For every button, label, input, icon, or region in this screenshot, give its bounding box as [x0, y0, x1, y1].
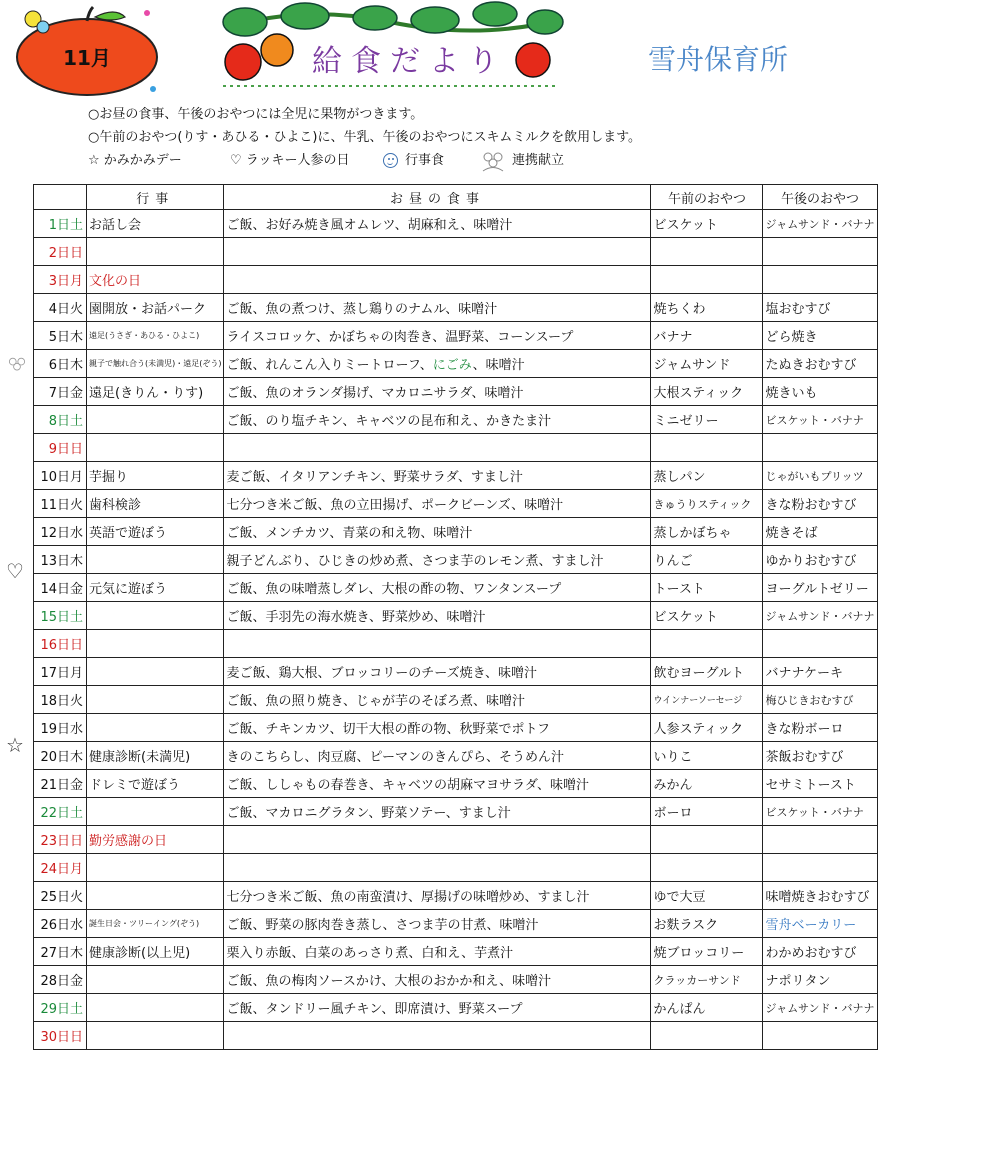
cell-event	[87, 546, 224, 574]
cell-pm-snack: たぬきおむすび	[763, 350, 877, 378]
cell-date: 4日火	[34, 294, 87, 322]
cell-lunch: ご飯、マカロニグラタン、野菜ソテー、すまし汁	[224, 798, 651, 826]
cell-event: 健康診断(未満児)	[87, 742, 224, 770]
cell-am-snack	[651, 238, 763, 266]
cell-date: 11日火	[34, 490, 87, 518]
cell-date: 5日木	[34, 322, 87, 350]
smiley-icon	[383, 153, 398, 168]
cell-am-snack	[651, 1022, 763, 1050]
table-row	[34, 546, 878, 574]
note-line-2: ○午前のおやつ(りす・あひる・ひよこ)に、牛乳、午後のおやつにスキムミルクを飲用します。	[88, 130, 642, 145]
cell-lunch: 七分つき米ご飯、魚の立田揚げ、ポークビーンズ、味噌汁	[224, 490, 651, 518]
heart-side-mark: ♡	[6, 559, 24, 583]
cell-pm-snack: ゆかりおむすび	[763, 546, 877, 574]
cell-event: 勤労感謝の日	[87, 826, 224, 854]
header-am-snack: 午前のおやつ	[651, 185, 763, 210]
cell-lunch: ご飯、魚のオランダ揚げ、マカロニサラダ、味噌汁	[224, 378, 651, 406]
cell-date: 2日日	[34, 238, 87, 266]
cell-date: 9日日	[34, 434, 87, 462]
cell-lunch: 七分つき米ご飯、魚の南蛮漬け、厚揚げの味噌炒め、すまし汁	[224, 882, 651, 910]
table-row	[34, 574, 878, 602]
cell-pm-snack: 雪舟ベーカリー	[763, 910, 877, 938]
legend-collab-label: 連携献立	[512, 153, 565, 168]
cell-date: 23日日	[34, 826, 87, 854]
table-header-row	[34, 185, 878, 210]
table-row	[34, 854, 878, 882]
header-date	[34, 185, 87, 210]
table-row	[34, 714, 878, 742]
table-row	[34, 938, 878, 966]
cell-date: 14日金	[34, 574, 87, 602]
cell-pm-snack: バナナケーキ	[763, 658, 877, 686]
cell-pm-snack	[763, 238, 877, 266]
lunch-part: にごみ	[432, 358, 473, 373]
cell-event	[87, 882, 224, 910]
cell-am-snack: ミニゼリー	[651, 406, 763, 434]
cell-am-snack: バナナ	[651, 322, 763, 350]
lunch-part: ご飯、れんこん入りミートローフ、	[226, 358, 433, 373]
table-row	[34, 658, 878, 686]
cell-pm-snack	[763, 826, 877, 854]
table-row	[34, 630, 878, 658]
cell-lunch: ご飯、お好み焼き風オムレツ、胡麻和え、味噌汁	[224, 210, 651, 238]
cell-pm-snack: セサミトースト	[763, 770, 877, 798]
cell-date: 6日木	[34, 350, 87, 378]
cell-lunch	[224, 854, 651, 882]
cell-am-snack: クラッカーサンド	[651, 966, 763, 994]
menu-body	[34, 210, 878, 1050]
cell-lunch: ご飯、チキンカツ、切干大根の酢の物、秋野菜でポトフ	[224, 714, 651, 742]
table-row	[34, 350, 878, 378]
cell-pm-snack: 梅ひじきおむすび	[763, 686, 877, 714]
cell-date: 18日火	[34, 686, 87, 714]
cell-lunch: ご飯、メンチカツ、青菜の和え物、味噌汁	[224, 518, 651, 546]
cell-lunch	[224, 1022, 651, 1050]
cell-event: 園開放・お話パーク	[87, 294, 224, 322]
cell-event: 英語で遊ぼう	[87, 518, 224, 546]
cell-pm-snack	[763, 266, 877, 294]
table-row	[34, 742, 878, 770]
cell-pm-snack: 茶飯おむすび	[763, 742, 877, 770]
table-row	[34, 882, 878, 910]
cell-am-snack: いりこ	[651, 742, 763, 770]
cell-event	[87, 714, 224, 742]
cell-date: 8日土	[34, 406, 87, 434]
cell-am-snack: 飲むヨーグルト	[651, 658, 763, 686]
cell-pm-snack: きな粉ボーロ	[763, 714, 877, 742]
cell-pm-snack: ナポリタン	[763, 966, 877, 994]
cell-event	[87, 238, 224, 266]
table-row	[34, 602, 878, 630]
cell-date: 29日土	[34, 994, 87, 1022]
cell-am-snack: ジャムサンド	[651, 350, 763, 378]
cell-pm-snack: 塩おむすび	[763, 294, 877, 322]
cell-lunch: 親子どんぶり、ひじきの炒め煮、さつま芋のレモン煮、すまし汁	[224, 546, 651, 574]
cell-event: 元気に遊ぼう	[87, 574, 224, 602]
cell-date: 17日月	[34, 658, 87, 686]
cell-date: 25日火	[34, 882, 87, 910]
cell-lunch	[224, 238, 651, 266]
cell-am-snack	[651, 266, 763, 294]
cell-pm-snack: ジャムサンド・バナナ	[763, 210, 877, 238]
cell-date: 24日月	[34, 854, 87, 882]
legend	[88, 149, 641, 172]
cell-date: 12日水	[34, 518, 87, 546]
cell-date: 22日土	[34, 798, 87, 826]
cell-date: 7日金	[34, 378, 87, 406]
cell-date: 16日日	[34, 630, 87, 658]
cell-am-snack: 焼ブロッコリー	[651, 938, 763, 966]
cell-lunch	[224, 826, 651, 854]
cell-am-snack: 人参スティック	[651, 714, 763, 742]
cell-am-snack: かんぱん	[651, 994, 763, 1022]
cell-am-snack: 蒸しパン	[651, 462, 763, 490]
cell-pm-snack: 味噌焼きおむすび	[763, 882, 877, 910]
cell-event: 健康診断(以上児)	[87, 938, 224, 966]
apple-month-badge	[15, 5, 165, 97]
header-event: 行事	[87, 185, 224, 210]
cell-pm-snack: ジャムサンド・バナナ	[763, 994, 877, 1022]
table-row	[34, 378, 878, 406]
table-row	[34, 966, 878, 994]
cell-am-snack	[651, 854, 763, 882]
cell-lunch: 栗入り赤飯、白菜のあっさり煮、白和え、芋煮汁	[224, 938, 651, 966]
cell-date: 15日土	[34, 602, 87, 630]
cell-event	[87, 602, 224, 630]
cell-event: お話し会	[87, 210, 224, 238]
cell-event: 文化の日	[87, 266, 224, 294]
cell-lunch	[224, 630, 651, 658]
cell-am-snack	[651, 630, 763, 658]
cell-event	[87, 854, 224, 882]
cell-date: 3日月	[34, 266, 87, 294]
cell-date: 1日土	[34, 210, 87, 238]
cell-date: 13日木	[34, 546, 87, 574]
cell-am-snack: 蒸しかぼちゃ	[651, 518, 763, 546]
cell-event	[87, 686, 224, 714]
table-row	[34, 462, 878, 490]
cell-lunch: 麦ご飯、イタリアンチキン、野菜サラダ、すまし汁	[224, 462, 651, 490]
table-row	[34, 434, 878, 462]
cell-pm-snack: 焼きいも	[763, 378, 877, 406]
cell-lunch: ご飯、魚の照り焼き、じゃが芋のそぼろ煮、味噌汁	[224, 686, 651, 714]
table-row	[34, 518, 878, 546]
cell-pm-snack: じゃがいもプリッツ	[763, 462, 877, 490]
cell-lunch: ご飯、ししゃもの春巻き、キャベツの胡麻マヨサラダ、味噌汁	[224, 770, 651, 798]
cell-event	[87, 798, 224, 826]
star-side-mark: ☆	[6, 733, 24, 757]
cell-date: 30日日	[34, 1022, 87, 1050]
cell-pm-snack: わかめおむすび	[763, 938, 877, 966]
cell-pm-snack: きな粉おむすび	[763, 490, 877, 518]
collab-side-icon	[6, 350, 28, 380]
cell-lunch: ご飯、のり塩チキン、キャベツの昆布和え、かきたま汁	[224, 406, 651, 434]
table-row	[34, 322, 878, 350]
cell-event	[87, 658, 224, 686]
cell-event	[87, 406, 224, 434]
newsletter-title: 給食だより	[312, 44, 507, 79]
note-line-1: ○お昼の食事、午後のおやつには全児に果物がつきます。	[88, 107, 424, 122]
cell-event	[87, 994, 224, 1022]
table-row	[34, 798, 878, 826]
cell-event	[87, 1022, 224, 1050]
header-lunch: お昼の食事	[224, 185, 651, 210]
table-row	[34, 490, 878, 518]
cell-pm-snack	[763, 434, 877, 462]
cell-lunch: ご飯、魚の梅肉ソースかけ、大根のおかか和え、味噌汁	[224, 966, 651, 994]
cell-lunch: ご飯、魚の味噌蒸しダレ、大根の酢の物、ワンタンスープ	[224, 574, 651, 602]
cell-date: 20日木	[34, 742, 87, 770]
cell-pm-snack	[763, 630, 877, 658]
month-label: 11月	[63, 46, 111, 70]
table-row	[34, 826, 878, 854]
cell-event: 遠足(きりん・りす)	[87, 378, 224, 406]
legend-star: ☆ かみかみデー	[88, 153, 182, 168]
cell-pm-snack: ヨーグルトゼリー	[763, 574, 877, 602]
cell-am-snack	[651, 434, 763, 462]
cell-am-snack: みかん	[651, 770, 763, 798]
collab-group-icon	[480, 150, 506, 172]
table-row	[34, 266, 878, 294]
table-row	[34, 686, 878, 714]
cell-date: 26日水	[34, 910, 87, 938]
cell-am-snack: ビスケット	[651, 210, 763, 238]
cell-date: 19日水	[34, 714, 87, 742]
table-row	[34, 770, 878, 798]
cell-lunch: 麦ご飯、鶏大根、ブロッコリーのチーズ焼き、味噌汁	[224, 658, 651, 686]
cell-pm-snack	[763, 854, 877, 882]
cell-pm-snack: ビスケット・バナナ	[763, 406, 877, 434]
notes	[88, 103, 641, 172]
legend-collab	[480, 149, 564, 172]
cell-event: 親子で触れ合う(未満児)・遠足(ぞう)	[87, 350, 224, 378]
cell-lunch: ご飯、タンドリー風チキン、即席漬け、野菜スープ	[224, 994, 651, 1022]
cell-event: 誕生日会・ツリーイング(ぞう)	[87, 910, 224, 938]
cell-event: ドレミで遊ぼう	[87, 770, 224, 798]
cell-event	[87, 434, 224, 462]
cell-event: 遠足(うさぎ・あひる・ひよこ)	[87, 322, 224, 350]
nursery-name: 雪舟保育所	[648, 43, 789, 76]
cell-am-snack: きゅうりスティック	[651, 490, 763, 518]
cell-am-snack: ボーロ	[651, 798, 763, 826]
legend-heart: ♡ ラッキー人参の日	[230, 153, 350, 168]
cell-date: 28日金	[34, 966, 87, 994]
cell-event	[87, 966, 224, 994]
legend-event	[383, 149, 480, 172]
table-row	[34, 1022, 878, 1050]
table-row	[34, 238, 878, 266]
cell-pm-snack: 焼きそば	[763, 518, 877, 546]
cell-am-snack: ウインナーソーセージ	[651, 686, 763, 714]
cell-lunch: ご飯、手羽先の海水焼き、野菜炒め、味噌汁	[224, 602, 651, 630]
cell-am-snack: 焼ちくわ	[651, 294, 763, 322]
cell-date: 21日金	[34, 770, 87, 798]
table-row	[34, 406, 878, 434]
cell-pm-snack	[763, 1022, 877, 1050]
cell-pm-snack: ビスケット・バナナ	[763, 798, 877, 826]
cell-am-snack: ビスケット	[651, 602, 763, 630]
cell-pm-snack: どら焼き	[763, 322, 877, 350]
table-row	[34, 910, 878, 938]
table-row	[34, 994, 878, 1022]
cell-lunch: ご飯、魚の煮つけ、蒸し鶏りのナムル、味噌汁	[224, 294, 651, 322]
cell-lunch	[224, 266, 651, 294]
table-row	[34, 294, 878, 322]
cell-am-snack: りんご	[651, 546, 763, 574]
lunch-part: 、味噌汁	[472, 358, 525, 373]
menu-table	[33, 184, 878, 1050]
cell-event: 歯科検診	[87, 490, 224, 518]
cell-am-snack: お麩ラスク	[651, 910, 763, 938]
cell-event: 芋掘り	[87, 462, 224, 490]
cell-date: 10日月	[34, 462, 87, 490]
cell-date: 27日木	[34, 938, 87, 966]
header	[0, 0, 1000, 100]
legend-event-label: 行事食	[405, 153, 445, 168]
cell-am-snack: 大根スティック	[651, 378, 763, 406]
cell-lunch: ご飯、野菜の豚肉巻き蒸し、さつま芋の甘煮、味噌汁	[224, 910, 651, 938]
cell-am-snack: ゆで大豆	[651, 882, 763, 910]
cell-lunch	[224, 350, 651, 378]
cell-event	[87, 630, 224, 658]
table-row	[34, 210, 878, 238]
cell-lunch: ライスコロッケ、かぼちゃの肉巻き、温野菜、コーンスープ	[224, 322, 651, 350]
cell-pm-snack: ジャムサンド・バナナ	[763, 602, 877, 630]
cell-am-snack	[651, 826, 763, 854]
header-pm-snack: 午後のおやつ	[763, 185, 877, 210]
cell-lunch	[224, 434, 651, 462]
cell-am-snack: トースト	[651, 574, 763, 602]
cell-lunch: きのこちらし、肉豆腐、ピーマンのきんぴら、そうめん汁	[224, 742, 651, 770]
